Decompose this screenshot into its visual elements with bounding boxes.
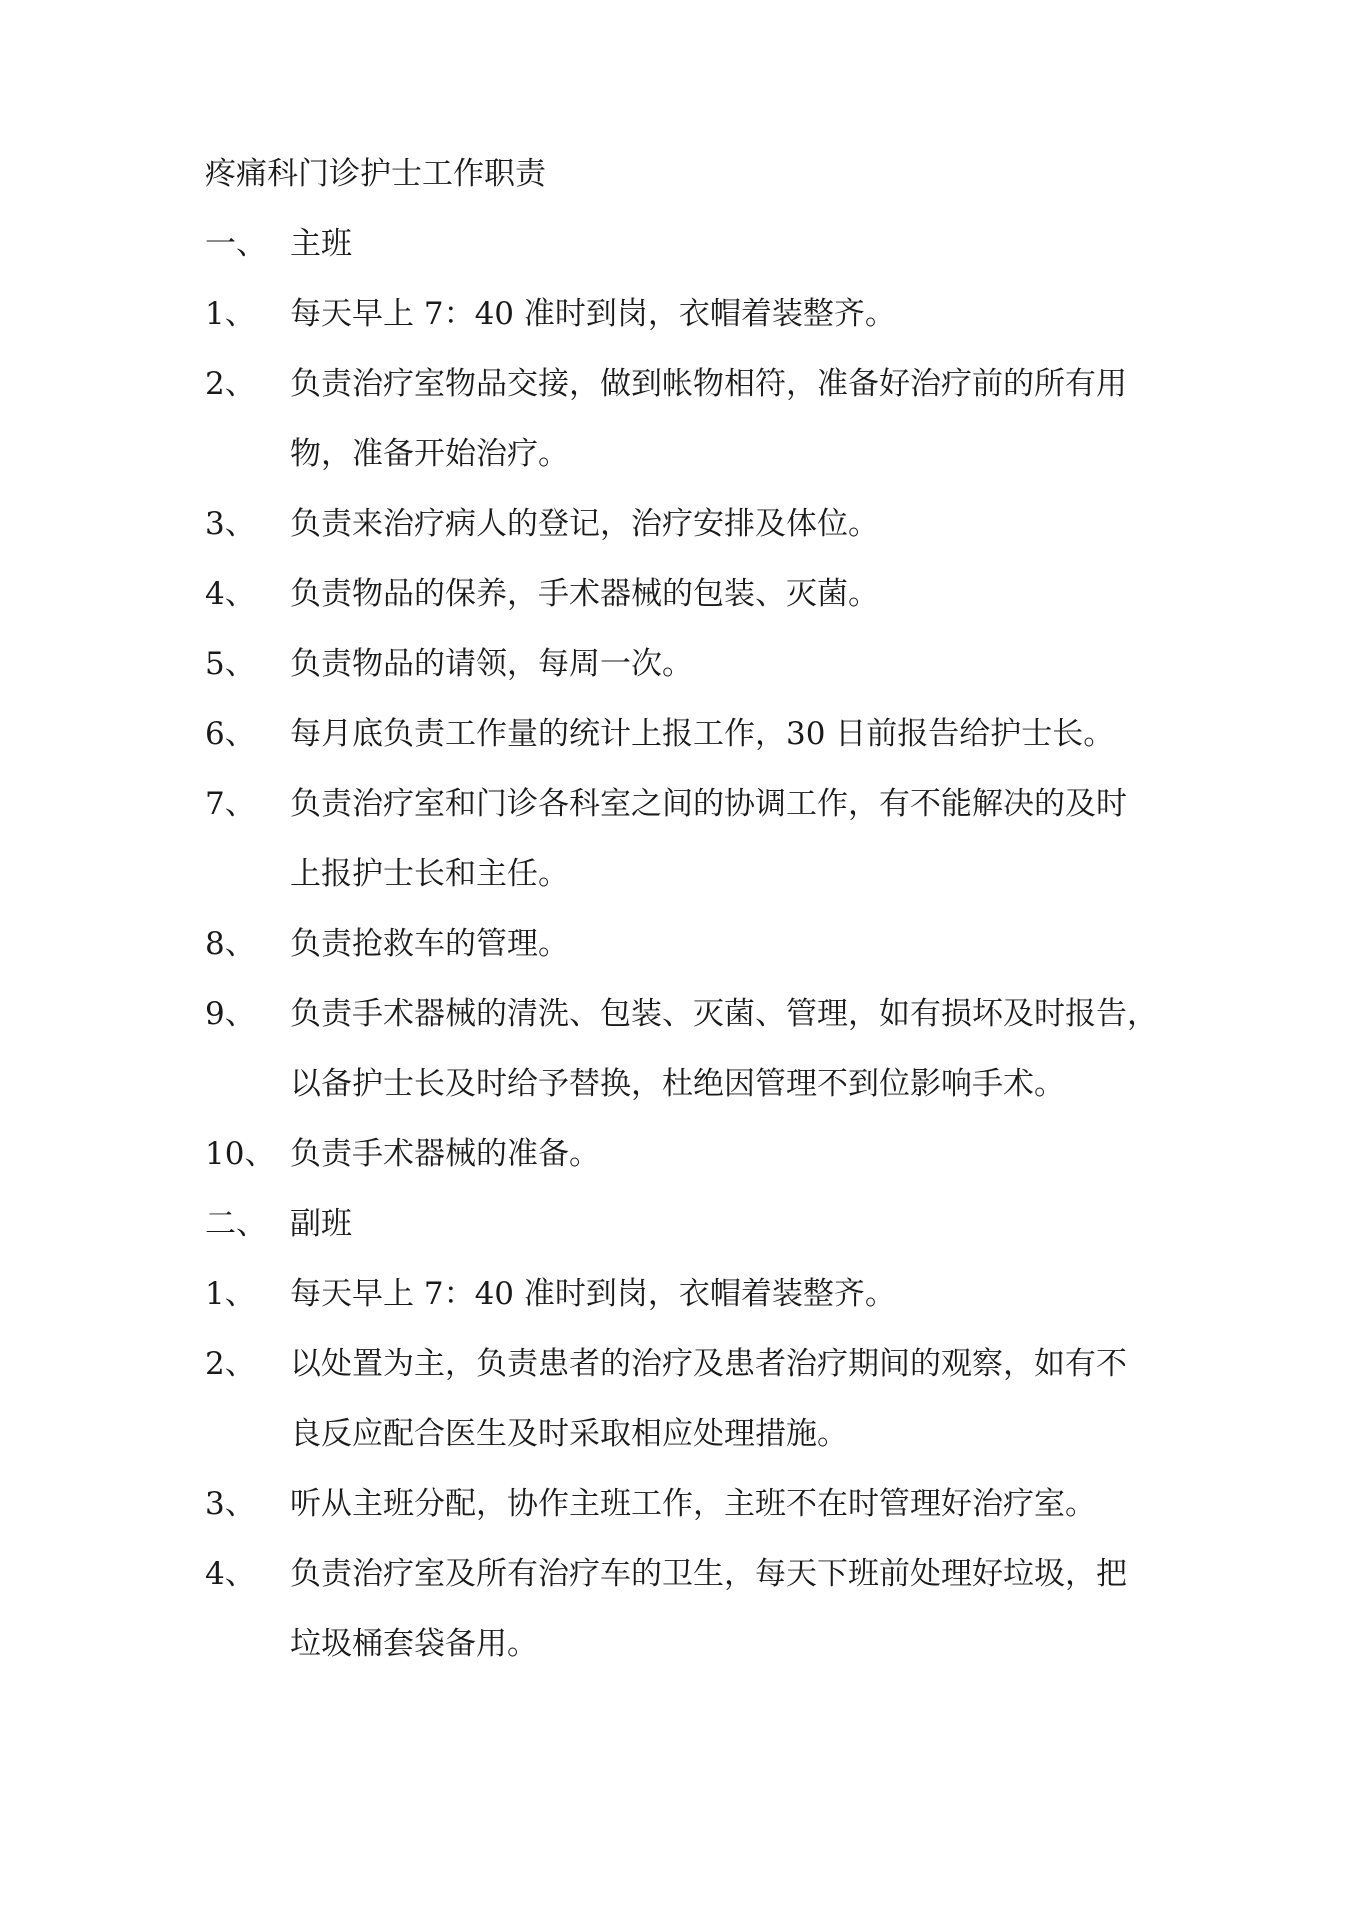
item-number: 8、 [205, 926, 256, 962]
item-text: 负责物品的请领，每周一次。 [290, 646, 693, 682]
section-heading [0, 220, 1365, 268]
item-number: 3、 [205, 506, 256, 542]
document-title [0, 150, 1365, 198]
list-item [0, 920, 1365, 968]
item-text: 负责手术器械的清洗、包装、灭菌、管理，如有损坏及时报告， [290, 996, 1158, 1032]
item-number: 1、 [205, 1276, 256, 1312]
list-item [0, 640, 1365, 688]
list-item [0, 1550, 1365, 1598]
item-number: 10、 [205, 1136, 276, 1172]
item-text: 上报护士长和主任。 [290, 856, 569, 892]
item-text: 负责抢救车的管理。 [290, 926, 569, 962]
list-item [0, 1130, 1365, 1178]
section-heading [0, 1200, 1365, 1248]
list-item [0, 570, 1365, 618]
section-title: 主班 [290, 226, 352, 262]
item-number: 7、 [205, 786, 256, 822]
item-text: 负责治疗室物品交接，做到帐物相符，准备好治疗前的所有用 [290, 366, 1127, 402]
list-item [0, 1480, 1365, 1528]
list-item [0, 290, 1365, 338]
list-item-continuation [0, 1060, 1365, 1108]
item-text: 听从主班分配，协作主班工作，主班不在时管理好治疗室。 [290, 1486, 1096, 1522]
list-item [0, 710, 1365, 758]
item-number: 4、 [205, 1556, 256, 1592]
item-text: 垃圾桶套袋备用。 [290, 1626, 538, 1662]
item-text: 良反应配合医生及时采取相应处理措施。 [290, 1416, 848, 1452]
item-number: 1、 [205, 296, 256, 332]
list-item-continuation [0, 1620, 1365, 1668]
item-number: 3、 [205, 1486, 256, 1522]
item-number: 5、 [205, 646, 256, 682]
item-text: 负责治疗室及所有治疗车的卫生，每天下班前处理好垃圾，把 [290, 1556, 1127, 1592]
list-item [0, 500, 1365, 548]
item-number: 9、 [205, 996, 256, 1032]
item-number: 4、 [205, 576, 256, 612]
list-item [0, 990, 1365, 1038]
item-text: 负责来治疗病人的登记，治疗安排及体位。 [290, 506, 879, 542]
item-number: 2、 [205, 366, 256, 402]
list-item [0, 780, 1365, 828]
item-text: 每天早上 7：40 准时到岗，衣帽着装整齐。 [290, 296, 896, 332]
item-text: 每天早上 7：40 准时到岗，衣帽着装整齐。 [290, 1276, 896, 1312]
section-title: 副班 [290, 1206, 352, 1242]
title-text: 疼痛科门诊护士工作职责 [205, 156, 546, 192]
item-number: 6、 [205, 716, 256, 752]
item-text: 物，准备开始治疗。 [290, 436, 569, 472]
list-item-continuation [0, 1410, 1365, 1458]
section-number: 一、 [205, 226, 267, 262]
list-item [0, 1270, 1365, 1318]
item-text: 以备护士长及时给予替换，杜绝因管理不到位影响手术。 [290, 1066, 1065, 1102]
item-text: 每月底负责工作量的统计上报工作，30 日前报告给护士长。 [290, 716, 1115, 752]
section-number: 二、 [205, 1206, 267, 1242]
item-number: 2、 [205, 1346, 256, 1382]
list-item [0, 360, 1365, 408]
item-text: 以处置为主，负责患者的治疗及患者治疗期间的观察，如有不 [290, 1346, 1127, 1382]
item-text: 负责手术器械的准备。 [290, 1136, 600, 1172]
list-item-continuation [0, 850, 1365, 898]
item-text: 负责治疗室和门诊各科室之间的协调工作，有不能解决的及时 [290, 786, 1127, 822]
item-text: 负责物品的保养，手术器械的包装、灭菌。 [290, 576, 879, 612]
list-item-continuation [0, 430, 1365, 478]
list-item [0, 1340, 1365, 1388]
